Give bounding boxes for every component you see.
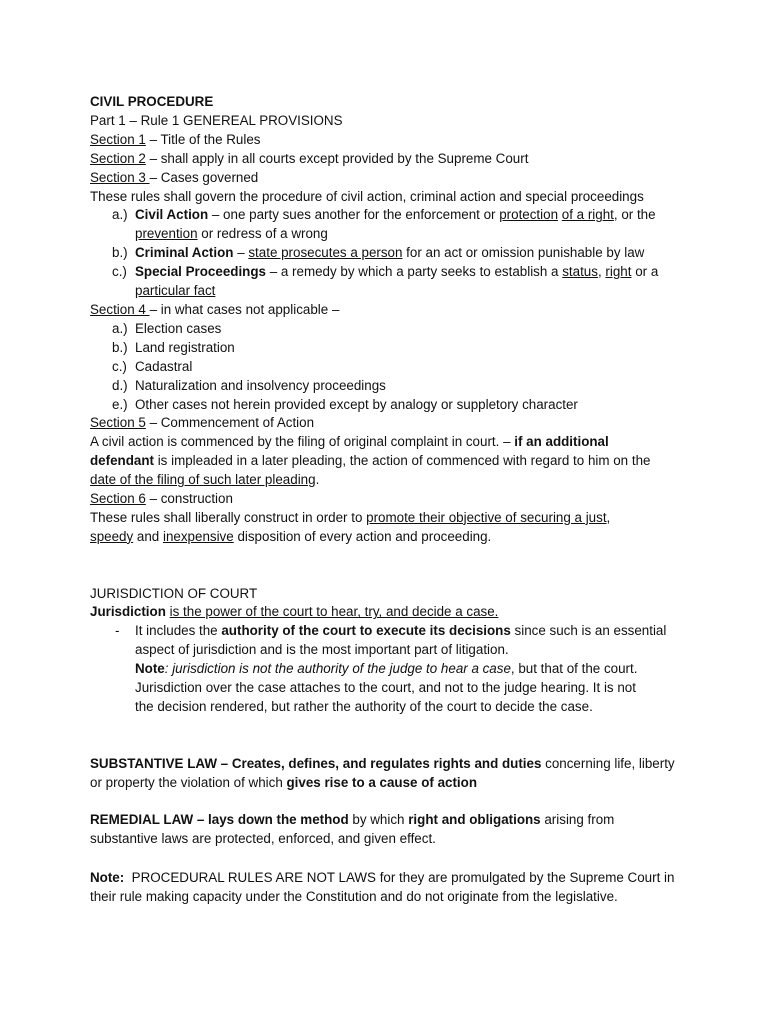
commencement-line-3: date of the filing of such later pleading. <box>90 472 320 488</box>
jurisdiction-bullet-line-2: aspect of jurisdiction and is the most important part of litigation. <box>135 642 509 658</box>
list-item-criminal-action: b.) Criminal Action – state prosecutes a person for an act or omission punishable by law <box>112 245 645 261</box>
section-3-label: Section 3 <box>90 169 150 185</box>
procedural-note-line-1: Note: PROCEDURAL RULES ARE NOT LAWS for they are promulgated by the Supreme Court in <box>90 869 675 885</box>
part-heading: Part 1 – Rule 1 GENEREAL PROVISIONS <box>90 112 343 128</box>
construction-line-2: speedy and inexpensive disposition of every action and proceeding. <box>90 528 492 544</box>
spacer <box>90 849 690 869</box>
list-item: a.) Election cases <box>112 320 222 336</box>
list-item-special-proceedings: c.) Special Proceedings – a remedy by which a party seeks to establish a status, right or a <box>112 264 659 280</box>
section-4: Section 4 – in what cases not applicable – <box>90 301 340 317</box>
section-6-label: Section 6 <box>90 491 146 507</box>
section-2: Section 2 – shall apply in all courts except provided by the Supreme Court <box>90 150 529 166</box>
list-item-civil-action: a.) Civil Action – one party sues another for the enforcement or protection of a right, or the <box>112 207 656 223</box>
list-item-special-proceedings-cont: particular fact <box>135 283 216 299</box>
jurisdiction-definition: Jurisdiction is the power of the court to hear, try, and decide a case. <box>90 604 499 620</box>
remedial-law-line-1: REMEDIAL LAW – lays down the method by which right and obligations arising from <box>90 812 615 828</box>
spacer <box>90 547 690 585</box>
section-1-label: Section 1 <box>90 131 146 147</box>
spacer <box>90 793 690 812</box>
section-5: Section 5 – Commencement of Action <box>90 415 315 431</box>
section-4-label: Section 4 <box>90 301 150 317</box>
list-item: d.) Naturalization and insolvency proceedings <box>112 377 386 393</box>
commencement-line-2: defendant is impleaded in a later pleading, the action of commenced with regard to him on the <box>90 453 651 469</box>
substantive-law-line-1: SUBSTANTIVE LAW – Creates, defines, and regulates rights and duties concerning life, liberty <box>90 755 675 771</box>
section-2-label: Section 2 <box>90 150 146 166</box>
section-1: Section 1 – Title of the Rules <box>90 131 261 147</box>
procedural-note-line-2: their rule making capacity under the Constitution and do not originate from the legislative. <box>90 888 618 904</box>
list-item: e.) Other cases not herein provided except by analogy or suppletory character <box>112 396 578 412</box>
list-item: b.) Land registration <box>112 339 235 355</box>
substantive-law-line-2: or property the violation of which gives rise to a cause of action <box>90 774 478 790</box>
section-6: Section 6 – construction <box>90 491 233 507</box>
document-title: CIVIL PROCEDURE <box>90 94 214 109</box>
commencement-line-1: A civil action is commenced by the filing of original complaint in court. – if an additional <box>90 434 609 450</box>
section-5-label: Section 5 <box>90 415 146 431</box>
section-3: Section 3 – Cases governed <box>90 169 259 185</box>
rules-govern-text: These rules shall govern the procedure of civil action, criminal action and special proceedings <box>90 188 644 204</box>
jurisdiction-heading: JURISDICTION OF COURT <box>90 585 258 601</box>
jurisdiction-bullet: - It includes the authority of the court to execute its decisions since such is an essential <box>115 623 667 639</box>
spacer <box>90 717 690 755</box>
jurisdiction-bullet-line-4: Jurisdiction over the case attaches to the court, and not to the judge hearing. It is not <box>135 680 636 696</box>
document-body <box>90 93 690 907</box>
jurisdiction-bullet-line-5: the decision rendered, but rather the authority of the court to decide the case. <box>135 698 593 714</box>
jurisdiction-note: Note: jurisdiction is not the authority of the judge to hear a case, but that of the court. <box>135 661 638 677</box>
list-item: c.) Cadastral <box>112 358 193 374</box>
remedial-law-line-2: substantive laws are protected, enforced, and given effect. <box>90 831 436 847</box>
list-item-civil-action-cont: prevention or redress of a wrong <box>135 226 328 242</box>
construction-line-1: These rules shall liberally construct in order to promote their objective of securing a just, <box>90 509 611 525</box>
